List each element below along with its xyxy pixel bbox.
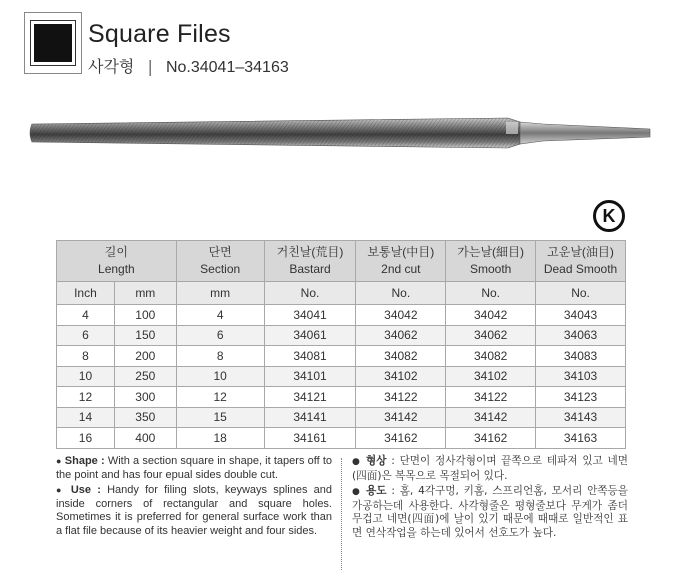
cell-inch: 14	[57, 407, 115, 428]
square-file-illustration	[28, 112, 654, 156]
subtitle-range: No.34041–34163	[165, 59, 289, 76]
file-tang	[520, 122, 650, 144]
cell-dead-smooth: 34123	[536, 387, 626, 408]
file-teeth	[30, 118, 520, 148]
cell-section: 4	[176, 305, 264, 326]
cell-mm: 100	[114, 305, 176, 326]
table-row	[57, 346, 626, 367]
cell-section: 8	[176, 346, 264, 367]
header-2nd-cut: 보통날(中目) 2nd cut	[356, 241, 446, 282]
cell-mm: 150	[114, 325, 176, 346]
subtitle-separator: |	[147, 57, 153, 76]
subtitle-korean: 사각형	[88, 57, 135, 76]
bullet-icon: ●	[352, 487, 362, 498]
cell-dead-smooth: 34163	[536, 428, 626, 449]
cell-section: 10	[176, 366, 264, 387]
cell-inch: 12	[57, 387, 115, 408]
table-row	[57, 325, 626, 346]
cell-mm: 350	[114, 407, 176, 428]
note-shape-ko	[352, 455, 628, 483]
header-section: 단면 Section	[176, 241, 264, 282]
cell-bastard: 34141	[264, 407, 356, 428]
cell-smooth: 34082	[446, 346, 536, 367]
cell-bastard: 34041	[264, 305, 356, 326]
bullet-icon: ●	[56, 456, 62, 466]
page-subtitle	[88, 54, 289, 77]
cell-dead-smooth: 34083	[536, 346, 626, 367]
cell-dead-smooth: 34143	[536, 407, 626, 428]
cell-bastard: 34161	[264, 428, 356, 449]
cell-inch: 16	[57, 428, 115, 449]
header-bastard: 거친날(荒目) Bastard	[264, 241, 356, 282]
cell-dead-smooth: 34043	[536, 305, 626, 326]
subheader-no: No.	[264, 282, 356, 305]
cell-2nd-cut: 34042	[356, 305, 446, 326]
note-label: Shape :	[64, 455, 105, 467]
page-header	[24, 12, 664, 78]
cell-bastard: 34061	[264, 325, 356, 346]
cell-mm: 300	[114, 387, 176, 408]
table-subheader-row	[57, 282, 626, 305]
cell-dead-smooth: 34103	[536, 366, 626, 387]
cell-mm: 250	[114, 366, 176, 387]
cell-2nd-cut: 34162	[356, 428, 446, 449]
cell-smooth: 34142	[446, 407, 536, 428]
cell-2nd-cut: 34122	[356, 387, 446, 408]
cell-bastard: 34101	[264, 366, 356, 387]
table-row	[57, 387, 626, 408]
table-row	[57, 428, 626, 449]
note-text: Handy for filing slots, keyways splines and inside corners of rectangular and square holes. Sometimes it is preferred for general surface work than a flat file because of its heavier weight and four sides.	[56, 484, 333, 537]
subheader-inch: Inch	[57, 282, 115, 305]
cell-smooth: 34162	[446, 428, 536, 449]
note-text: : 홈, 4각구멍, 키홈, 스프리언홈, 모서리 안쪽등을 가공하는데 사용한다. 사각형줄은 평형줄보다 무게가 좀더 무겁고 네면(四面)에 날이 있기 때문에 때때로 일반적인 표면 연삭작업을 하는데 있어서 선호도가 높다.	[352, 485, 629, 539]
subheader-section-mm: mm	[176, 282, 264, 305]
square-section-fill	[34, 24, 72, 62]
file-stamp	[506, 122, 518, 134]
notes-english	[56, 455, 332, 541]
cell-section: 12	[176, 387, 264, 408]
cell-mm: 200	[114, 346, 176, 367]
table-row	[57, 366, 626, 387]
subheader-no: No.	[446, 282, 536, 305]
cell-inch: 8	[57, 346, 115, 367]
square-section-icon	[24, 12, 82, 74]
cell-smooth: 34122	[446, 387, 536, 408]
cell-smooth: 34102	[446, 366, 536, 387]
specification-table	[56, 240, 626, 449]
cell-section: 6	[176, 325, 264, 346]
subheader-no: No.	[356, 282, 446, 305]
cell-2nd-cut: 34142	[356, 407, 446, 428]
table-row	[57, 407, 626, 428]
cell-inch: 4	[57, 305, 115, 326]
table-header-row	[57, 241, 626, 282]
cell-section: 15	[176, 407, 264, 428]
notes-korean	[352, 455, 628, 543]
bullet-icon: ●	[352, 457, 362, 467]
header-smooth: 가는날(細目) Smooth	[446, 241, 536, 282]
cell-dead-smooth: 34063	[536, 325, 626, 346]
cell-section: 18	[176, 428, 264, 449]
note-label: 형상	[366, 455, 387, 467]
notes-divider	[341, 458, 342, 570]
cell-2nd-cut: 34102	[356, 366, 446, 387]
ks-certification-icon: K	[593, 200, 625, 232]
cell-mm: 400	[114, 428, 176, 449]
subheader-mm: mm	[114, 282, 176, 305]
cell-smooth: 34042	[446, 305, 536, 326]
note-label: Use :	[70, 484, 101, 497]
cell-smooth: 34062	[446, 325, 536, 346]
cell-inch: 6	[57, 325, 115, 346]
cell-2nd-cut: 34062	[356, 325, 446, 346]
note-use-ko	[352, 485, 628, 540]
header-dead-smooth: 고운날(油目) Dead Smooth	[536, 241, 626, 282]
cell-bastard: 34121	[264, 387, 356, 408]
table-row	[57, 305, 626, 326]
bullet-icon: ●	[56, 485, 65, 496]
cell-inch: 10	[57, 366, 115, 387]
note-text: : 단면이 정사각형이며 끝쪽으로 테파져 있고 네면(四面)은 복목으로 목절되어 있다.	[352, 455, 629, 482]
note-label: 용도	[366, 485, 387, 498]
page-title: Square Files	[88, 20, 231, 48]
header-length: 길이 Length	[57, 241, 177, 282]
cell-bastard: 34081	[264, 346, 356, 367]
note-use	[56, 484, 332, 538]
subheader-no: No.	[536, 282, 626, 305]
cell-2nd-cut: 34082	[356, 346, 446, 367]
note-shape	[56, 455, 332, 482]
note-text: With a section square in shape, it tapers off to the point and has four epual sides double cut.	[56, 455, 333, 481]
